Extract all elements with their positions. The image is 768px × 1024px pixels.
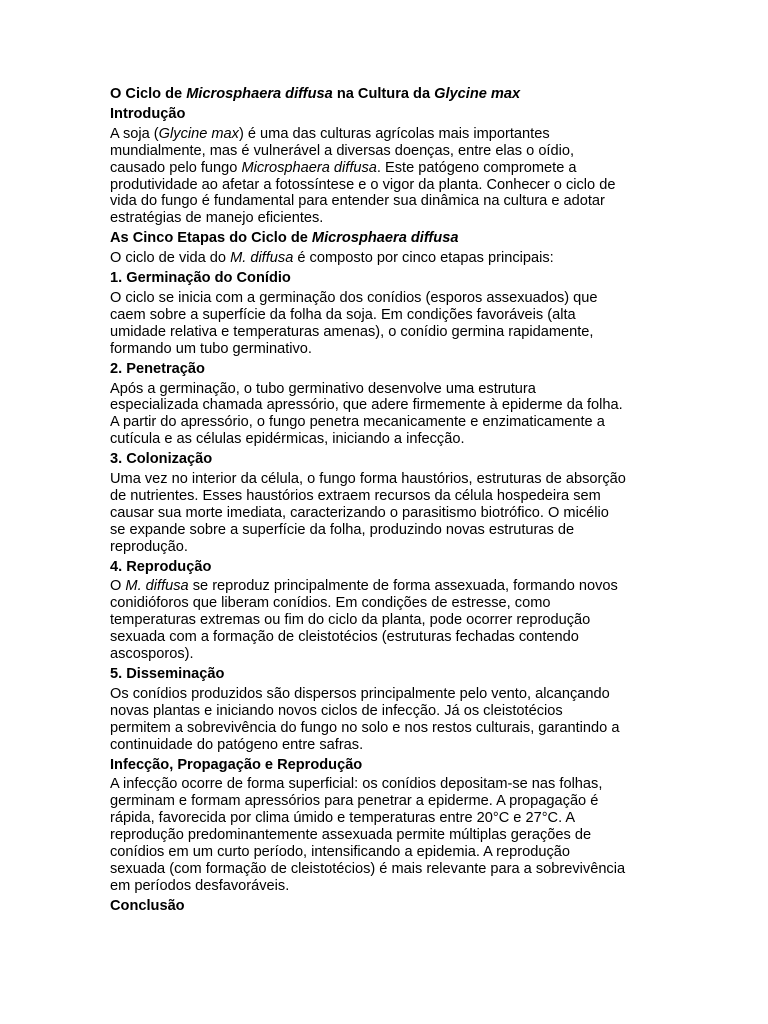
paragraph-line: sexuada (com formação de cleistotécios) é mais relevante para a sobrevivência [110, 860, 626, 877]
document-title [110, 86, 660, 103]
paragraph-line: de nutrientes. Esses haustórios extraem recursos da célula hospedeira sem [110, 487, 601, 504]
paragraph-line: umidade relativa e temperaturas amenas), o conídio germina rapidamente, [110, 323, 594, 340]
paragraph-line: causar sua morte imediata, caracterizando o parasitismo biotrófico. O micélio [110, 504, 609, 521]
paragraph-line: em períodos desfavoráveis. [110, 877, 290, 894]
paragraph-line: O ciclo de vida do M. diffusa é composto por cinco etapas principais: [110, 250, 554, 267]
paragraph-line: O ciclo se inicia com a germinação dos conídios (esporos assexuados) que [110, 289, 598, 306]
paragraph-stages-intro [110, 250, 660, 267]
paragraph-line: se expande sobre a superfície da folha, produzindo novas estruturas de [110, 521, 575, 538]
paragraph-stage-3 [110, 471, 660, 556]
paragraph-line: Uma vez no interior da célula, o fungo forma haustórios, estruturas de absorção [110, 471, 626, 488]
paragraph-line: conidióforos que liberam conídios. Em condições de estresse, como [110, 595, 551, 612]
section-heading-intro: Introdução [110, 105, 186, 122]
stage-heading-1: 1. Germinação do Conídio [110, 270, 291, 287]
paragraph-stage-5 [110, 686, 660, 754]
paragraph-line: A partir do apressório, o fungo penetra mecanicamente e enzimaticamente a [110, 414, 605, 431]
stage-heading-4: 4. Reprodução [110, 558, 212, 575]
paragraph-line: temperaturas extremas ou fim do ciclo da planta, pode ocorrer reprodução [110, 612, 591, 629]
paragraph-stage-1 [110, 290, 660, 358]
title-middle: na Cultura da [332, 86, 435, 102]
stage-heading-2: 2. Penetração [110, 360, 205, 377]
paragraph-stage-2 [110, 381, 660, 449]
paragraph-line: especializada chamada apressório, que adere firmemente à epiderme da folha. [110, 397, 623, 414]
paragraph-line: germinam e formam apressórios para penetrar a epiderme. A propagação é [110, 793, 599, 810]
paragraph-line: produtividade ao afetar a fotossíntese e o vigor da planta. Conhecer o ciclo de [110, 176, 616, 193]
paragraph-line: novas plantas e iniciando novos ciclos de infecção. Já os cleistotécios [110, 702, 563, 719]
paragraph-line: caem sobre a superfície da folha da soja. Em condições favoráveis (alta [110, 306, 576, 323]
stage-heading-3: 3. Colonização [110, 451, 213, 468]
paragraph-line: mundialmente, mas é vulnerável a diversas doenças, entre elas o oídio, [110, 142, 575, 159]
paragraph-line: permitem a sobrevivência do fungo no solo e nos restos culturais, garantindo a [110, 719, 620, 736]
paragraph-line: reprodução. [110, 538, 188, 555]
paragraph-line: estratégias de manejo eficientes. [110, 210, 324, 227]
paragraph-line: A soja (Glycine max) é uma das culturas agrícolas mais importantes [110, 125, 550, 142]
document-page [110, 86, 660, 918]
paragraph-line: continuidade do patógeno entre safras. [110, 736, 364, 753]
paragraph-line: cutícula e as células epidérmicas, iniciando a infecção. [110, 431, 465, 448]
title-prefix: O Ciclo de [110, 86, 187, 102]
paragraph-line: A infecção ocorre de forma superficial: os conídios depositam-se nas folhas, [110, 776, 603, 793]
section-heading-conclusion: Conclusão [110, 897, 185, 914]
paragraph-infection [110, 776, 660, 894]
paragraph-stage-4 [110, 578, 660, 663]
paragraph-line: ascosporos). [110, 646, 194, 663]
paragraph-line: Os conídios produzidos são dispersos principalmente pelo vento, alcançando [110, 685, 610, 702]
paragraph-line: formando um tubo germinativo. [110, 340, 312, 357]
paragraph-line: rápida, favorecida por clima úmido e temperaturas entre 20°C e 27°C. A [110, 810, 576, 827]
title-crop: Glycine max [434, 86, 521, 102]
paragraph-line: vida do fungo é fundamental para entender sua dinâmica na cultura e adotar [110, 193, 605, 210]
paragraph-line: causado pelo fungo Microsphaera diffusa. Este patógeno compromete a [110, 159, 577, 176]
paragraph-line: conídios em um curto período, intensificando a epidemia. A reprodução [110, 844, 570, 861]
paragraph-line: O M. diffusa se reproduz principalmente de forma assexuada, formando novos [110, 578, 618, 595]
paragraph-intro [110, 126, 660, 227]
stage-heading-5: 5. Disseminação [110, 666, 225, 682]
paragraph-line: reprodução predominantemente assexuada permite múltiplas gerações de [110, 827, 592, 844]
section-heading-infection: Infecção, Propagação e Reprodução [110, 756, 363, 773]
paragraph-line: sexuada com a formação de cleistotécios (estruturas fechadas contendo [110, 629, 579, 646]
section-heading-stages: As Cinco Etapas do Ciclo de Microsphaera diffusa [110, 230, 459, 247]
title-species: Microsphaera diffusa [186, 86, 333, 102]
paragraph-line: Após a germinação, o tubo germinativo desenvolve uma estrutura [110, 380, 536, 397]
